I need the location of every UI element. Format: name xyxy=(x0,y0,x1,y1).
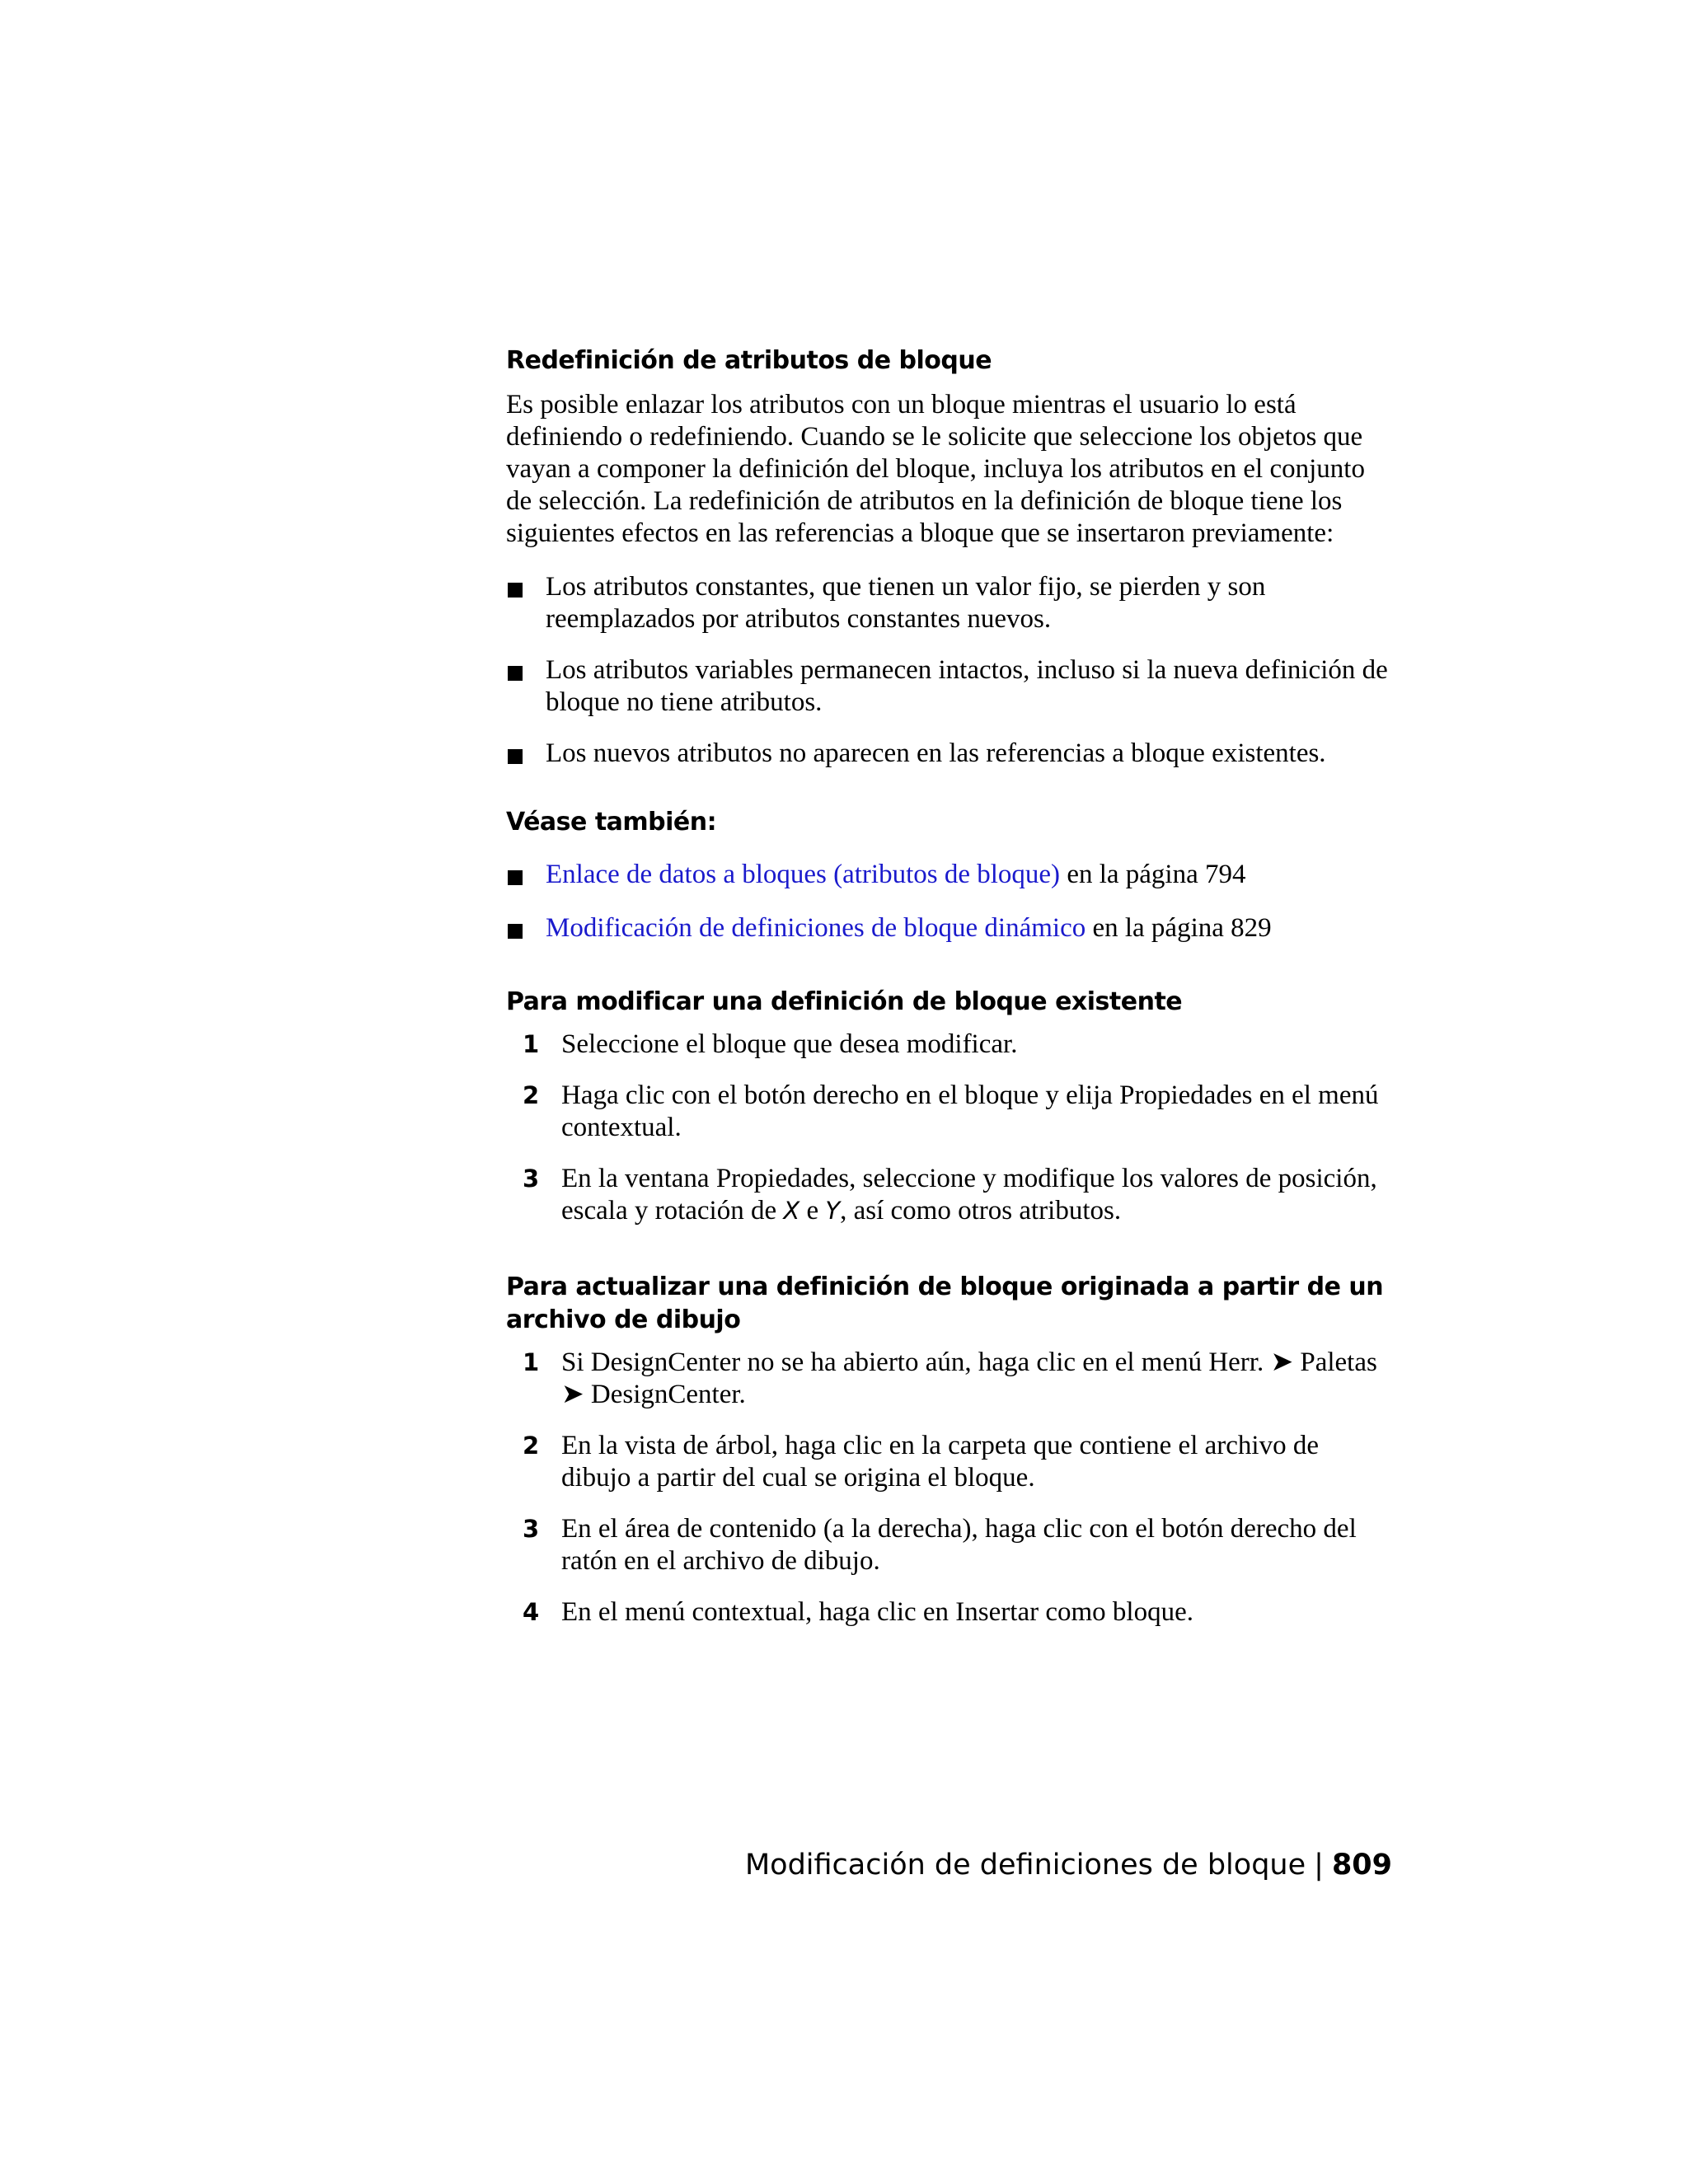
step-number: 3 xyxy=(523,1165,540,1193)
page-reference: en la página 794 xyxy=(1060,860,1246,889)
footer-title: Modificación de definiciones de bloque xyxy=(744,1849,1306,1882)
list-item: Los nuevos atributos no aparecen en las referencias a bloque existentes. xyxy=(506,738,1393,770)
see-also-heading: Véase también: xyxy=(506,808,717,837)
intro-paragraph: Es posible enlazar los atributos con un bloque mientras el usuario lo está definiendo o redefiniendo. Cuando se le solicite que seleccione los objetos que vayan a componer la definición del bloque, incluya los atributos en el conjunto de selección. La redefinición de atributos en la definición de bloque tiene los siguientes efectos en las referencias a bloque que se insertaron previamente: xyxy=(506,390,1365,548)
section-heading: Redefinición de atributos de bloque xyxy=(506,346,992,375)
page-number: 809 xyxy=(1331,1849,1392,1882)
step-text: En el área de contenido (a la derecha), haga clic con el botón derecho del ratón en el archivo de dibujo. xyxy=(561,1514,1357,1576)
effects-list xyxy=(506,571,1393,770)
step-number: 1 xyxy=(523,1348,540,1376)
step-number: 3 xyxy=(523,1515,540,1543)
step-text: Si DesignCenter no se ha abierto aún, haga clic en el menú Herr. ➤ Paletas ➤ DesignCenter. xyxy=(561,1347,1377,1409)
step-text: En la vista de árbol, haga clic en la carpeta que contiene el archivo de dibujo a partir del cual se origina el bloque. xyxy=(561,1431,1319,1493)
link-enlace-datos-bloques[interactable]: Enlace de datos a bloques (atributos de bloque) xyxy=(546,860,1061,889)
axis-x: X xyxy=(783,1197,800,1225)
footer-separator: | xyxy=(1314,1849,1324,1882)
axis-y: Y xyxy=(825,1197,841,1225)
see-also-list xyxy=(506,859,1393,944)
list-item: Los atributos variables permanecen intactos, incluso si la nueva definición de bloque no tiene atributos. xyxy=(506,654,1393,719)
page-content xyxy=(506,344,1393,1629)
step-number: 2 xyxy=(523,1432,540,1460)
page-footer xyxy=(745,1849,1392,1882)
step-text: Haga clic con el botón derecho en el bloque y elija Propiedades en el menú contextual. xyxy=(561,1080,1379,1142)
step xyxy=(506,1596,1393,1629)
step xyxy=(506,1029,1393,1061)
procedure-heading: Para actualizar una definición de bloque originada a partir de un archivo de dibujo xyxy=(506,1272,1384,1334)
step-number: 1 xyxy=(523,1030,540,1058)
step-text: En la ventana Propiedades, seleccione y modifique los valores de posición, escala y rotación de xyxy=(561,1164,1377,1226)
procedure-heading: Para modificar una definición de bloque existente xyxy=(506,987,1183,1016)
step-text: e xyxy=(799,1196,826,1226)
list-item xyxy=(506,912,1393,944)
step-text: , así como otros atributos. xyxy=(840,1196,1122,1226)
list-item: Los atributos constantes, que tienen un valor fijo, se pierden y son reemplazados por atributos constantes nuevos. xyxy=(506,571,1393,635)
step xyxy=(506,1430,1393,1494)
step xyxy=(506,1080,1393,1144)
procedure-steps xyxy=(506,1347,1393,1629)
step xyxy=(506,1513,1393,1577)
link-modificacion-bloque-dinamico[interactable]: Modificación de definiciones de bloque dinámico xyxy=(546,913,1086,943)
step-text: En el menú contextual, haga clic en Insertar como bloque. xyxy=(561,1597,1193,1627)
step xyxy=(506,1163,1393,1227)
step-number: 4 xyxy=(523,1598,540,1626)
page-reference: en la página 829 xyxy=(1085,913,1272,943)
procedure-steps xyxy=(506,1029,1393,1227)
step-number: 2 xyxy=(523,1081,540,1109)
step-text: Seleccione el bloque que desea modificar. xyxy=(561,1029,1018,1059)
step xyxy=(506,1347,1393,1411)
list-item xyxy=(506,859,1393,891)
